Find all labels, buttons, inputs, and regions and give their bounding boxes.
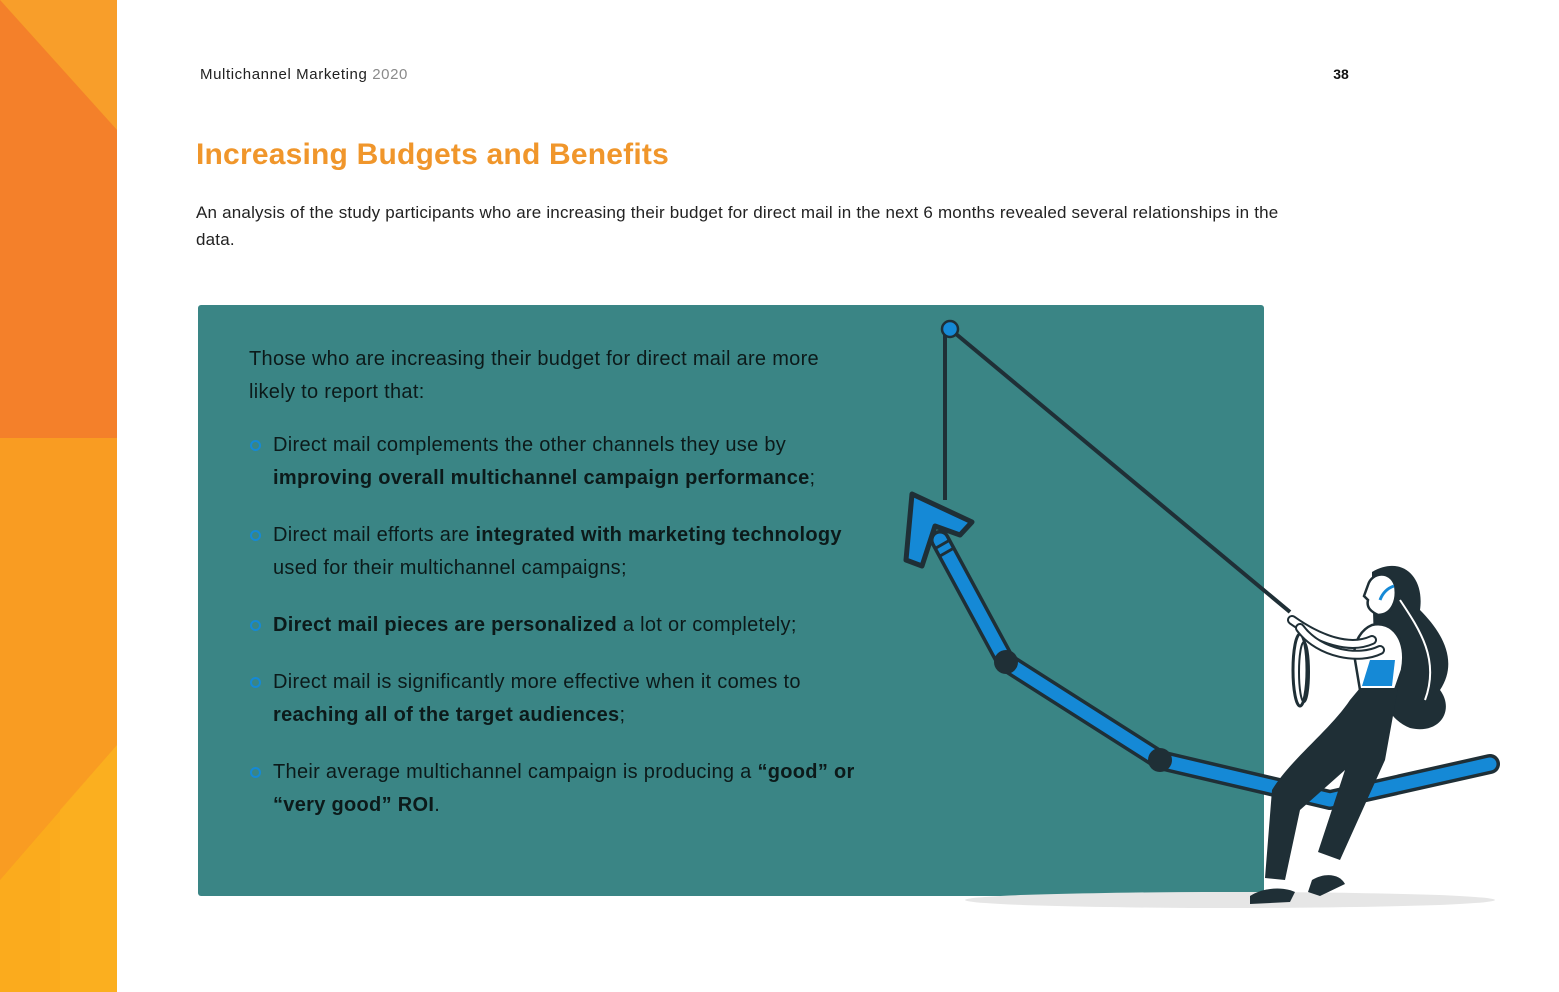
bullet-icon [250, 677, 261, 688]
bullet-icon [250, 440, 261, 451]
intro-paragraph: An analysis of the study participants who are increasing their budget for direct mail in the next 6 months revealed several relationships in the data. [196, 203, 1279, 249]
woman-pulling-rope-arrow-icon [880, 300, 1520, 920]
emphasis: integrated with marketing technology [475, 524, 842, 546]
emphasis: reaching all of the target audiences [273, 704, 620, 726]
emphasis: Direct mail pieces are personalized [273, 614, 617, 636]
findings-list [249, 429, 889, 846]
document-title: Multichannel Marketing [200, 66, 368, 83]
page-number: 38 [1333, 66, 1349, 82]
bullet-icon [250, 530, 261, 541]
list-item: Direct mail pieces are personalized a lot or completely; [249, 609, 889, 642]
decorative-orange-stripe [0, 0, 117, 992]
bullet-icon [250, 620, 261, 631]
document-year: 2020 [372, 66, 409, 83]
list-item: Their average multichannel campaign is producing a “good” or “very good” ROI. [249, 756, 889, 822]
panel-lead-text: Those who are increasing their budget for direct mail are more likely to report that: [249, 348, 819, 403]
document-header [200, 66, 408, 83]
emphasis: “good” or “very good” ROI [273, 761, 855, 816]
bullet-icon [250, 767, 261, 778]
list-item: Direct mail efforts are integrated with marketing technology used for their multichannel campaigns; [249, 519, 889, 585]
list-item: Direct mail is significantly more effective when it comes to reaching all of the target audiences; [249, 666, 889, 732]
page-title: Increasing Budgets and Benefits [196, 138, 669, 171]
list-item: Direct mail complements the other channels they use by improving overall multichannel campaign performance; [249, 429, 889, 495]
emphasis: improving overall multichannel campaign performance [273, 467, 810, 489]
